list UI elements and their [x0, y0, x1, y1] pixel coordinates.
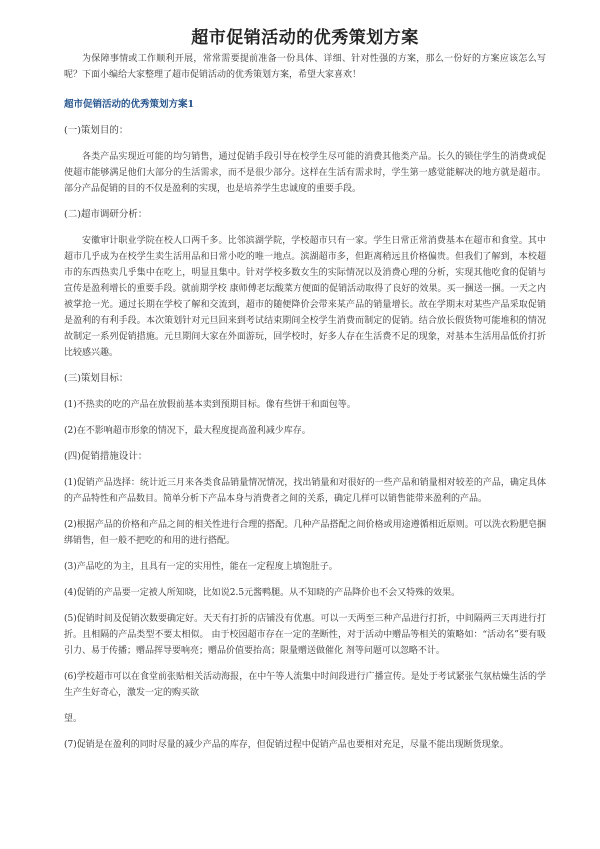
section-heading-goals: (三)策划目标：: [64, 373, 129, 384]
purpose-paragraph: 各类产品实现近可能的均匀销售，通过促销手段引导在校学生尽可能的消费其他类产品。长久的锁住学生的消费或促使超市能够满足他们大部分的生活需求，而不是很少部分。这样在生活有需求时，学生第一感觉能解决的地方就是超市。部分产品促销的目的不仅是盈利的实现，也是培养学生忠诚度的重要手段。: [64, 152, 546, 194]
intro-paragraph: 为保障事情或工作顺利开展，常常需要提前准备一份具体、详细、针对性强的方案，那么一份好的方案应该怎么写呢？下面小编给大家整理了超市促销活动的优秀策划方案，希望大家喜欢！: [64, 54, 546, 80]
section-heading-measures: (四)促销措施设计：: [64, 451, 148, 462]
research-paragraph: 安徽审计职业学院在校人口两千多。比邻滨湖学院，学校超市只有一家。学生日常正常消费基本在超市和食堂。其中超市几乎成为在校学生卖生活用品和日常小吃的唯一地点。滨湖超市多，但距离稍远且价格偏贵。但我们了解到，本校超市的东西热卖几乎集中在吃上，明显且集中。针对学校多数女生的实际情况以及消费心理的分析，实现其他吃食的促销与宣传是盈利增长的重要手段。就前期学校 康师傅老坛酸菜方便面的促销活动取得了良好的效果。买一捆送一捆。一天之内被掌抢一光。通过长期在学校了解和交流到，超市的随便降价会带来某产品的销量增长。故在学期末对某些产品采取促销是盈利的有利手段。本次策划针对元旦回来到考试结束期间全校学生消费而制定的促销。结合放长假货物可能堆积的情况故制定一系列促销措施。元旦期间大家在外面游玩，回学校时，好多人存在生活费不足的现象，对基本生活用品低价打折比较感兴趣。: [64, 236, 546, 358]
measure-item-1: (1)促销产品选择：统计近三月来各类食品销量情况情况，找出销量和对很好的一些产品和销量相对较差的产品，确定具体的产品特性和产品数目。简单分析下产品本身与消费者之间的关系，确定几样可以销售能带来盈利的产品。: [64, 478, 546, 504]
document-title: 超市促销活动的优秀策划方案: [191, 28, 419, 48]
goal-item-2: (2)在不影响超市形象的情况下，最大程度提高盈利减少库存。: [64, 426, 311, 436]
measure-item-5: (5)促销时间及促销次数要确定好。天天有打折的店铺没有优惠。可以一天两至三种产品进行打折，中间隔两三天再进行打折。且相隔的产品类型不要太相似。 由于校园超市存在一定的垄断性，对于活动中赠品等相关的策略如：“活动名”要有吸引力、易于传播；赠品挥导要响亮；赠品价值要抬高；限量赠送做催化 剂等问题可以忽略不计。: [64, 614, 546, 656]
measure-item-6: (6)学校超市可以在食堂前张贴相关活动海报，在中午等人流集中时间段进行广播宣传。是处于考试紧张气氛枯燥生活的学生产生好奇心，激发一定的购买欲: [64, 672, 546, 698]
goal-item-1: (1)不热卖的吃的产品在放假前基本卖到预期目标。像有些饼干和面包等。: [64, 400, 356, 410]
section-heading-purpose: (一)策划目的：: [64, 125, 129, 136]
measure-item-6-continued: 望。: [64, 714, 83, 724]
measure-item-3: (3)产品吃的为主，且具有一定的实用性，能在一定程度上填饱肚子。: [64, 562, 338, 572]
measure-item-4: (4)促销的产品要一定被人所知晓，比如说2.5元酱鸭腿。从不知晓的产品降价也不会又特殊的效果。: [64, 588, 461, 598]
section-subtitle: 超市促销活动的优秀策划方案1: [64, 99, 195, 110]
measure-item-2: (2)根据产品的价格和产品之间的相关性进行合理的搭配。几种产品搭配之间价格或用途遵循相近原则。可以洗衣粉肥皂捆绑销售，但一般不把吃的和用的进行搭配。: [64, 520, 546, 546]
measure-item-7: (7)促销是在盈利的同时尽量的减少产品的库存，但促销过程中促销产品也要相对充足，尽量不能出现断货现象。: [64, 740, 509, 750]
section-heading-research: (二)超市调研分析：: [64, 209, 148, 220]
